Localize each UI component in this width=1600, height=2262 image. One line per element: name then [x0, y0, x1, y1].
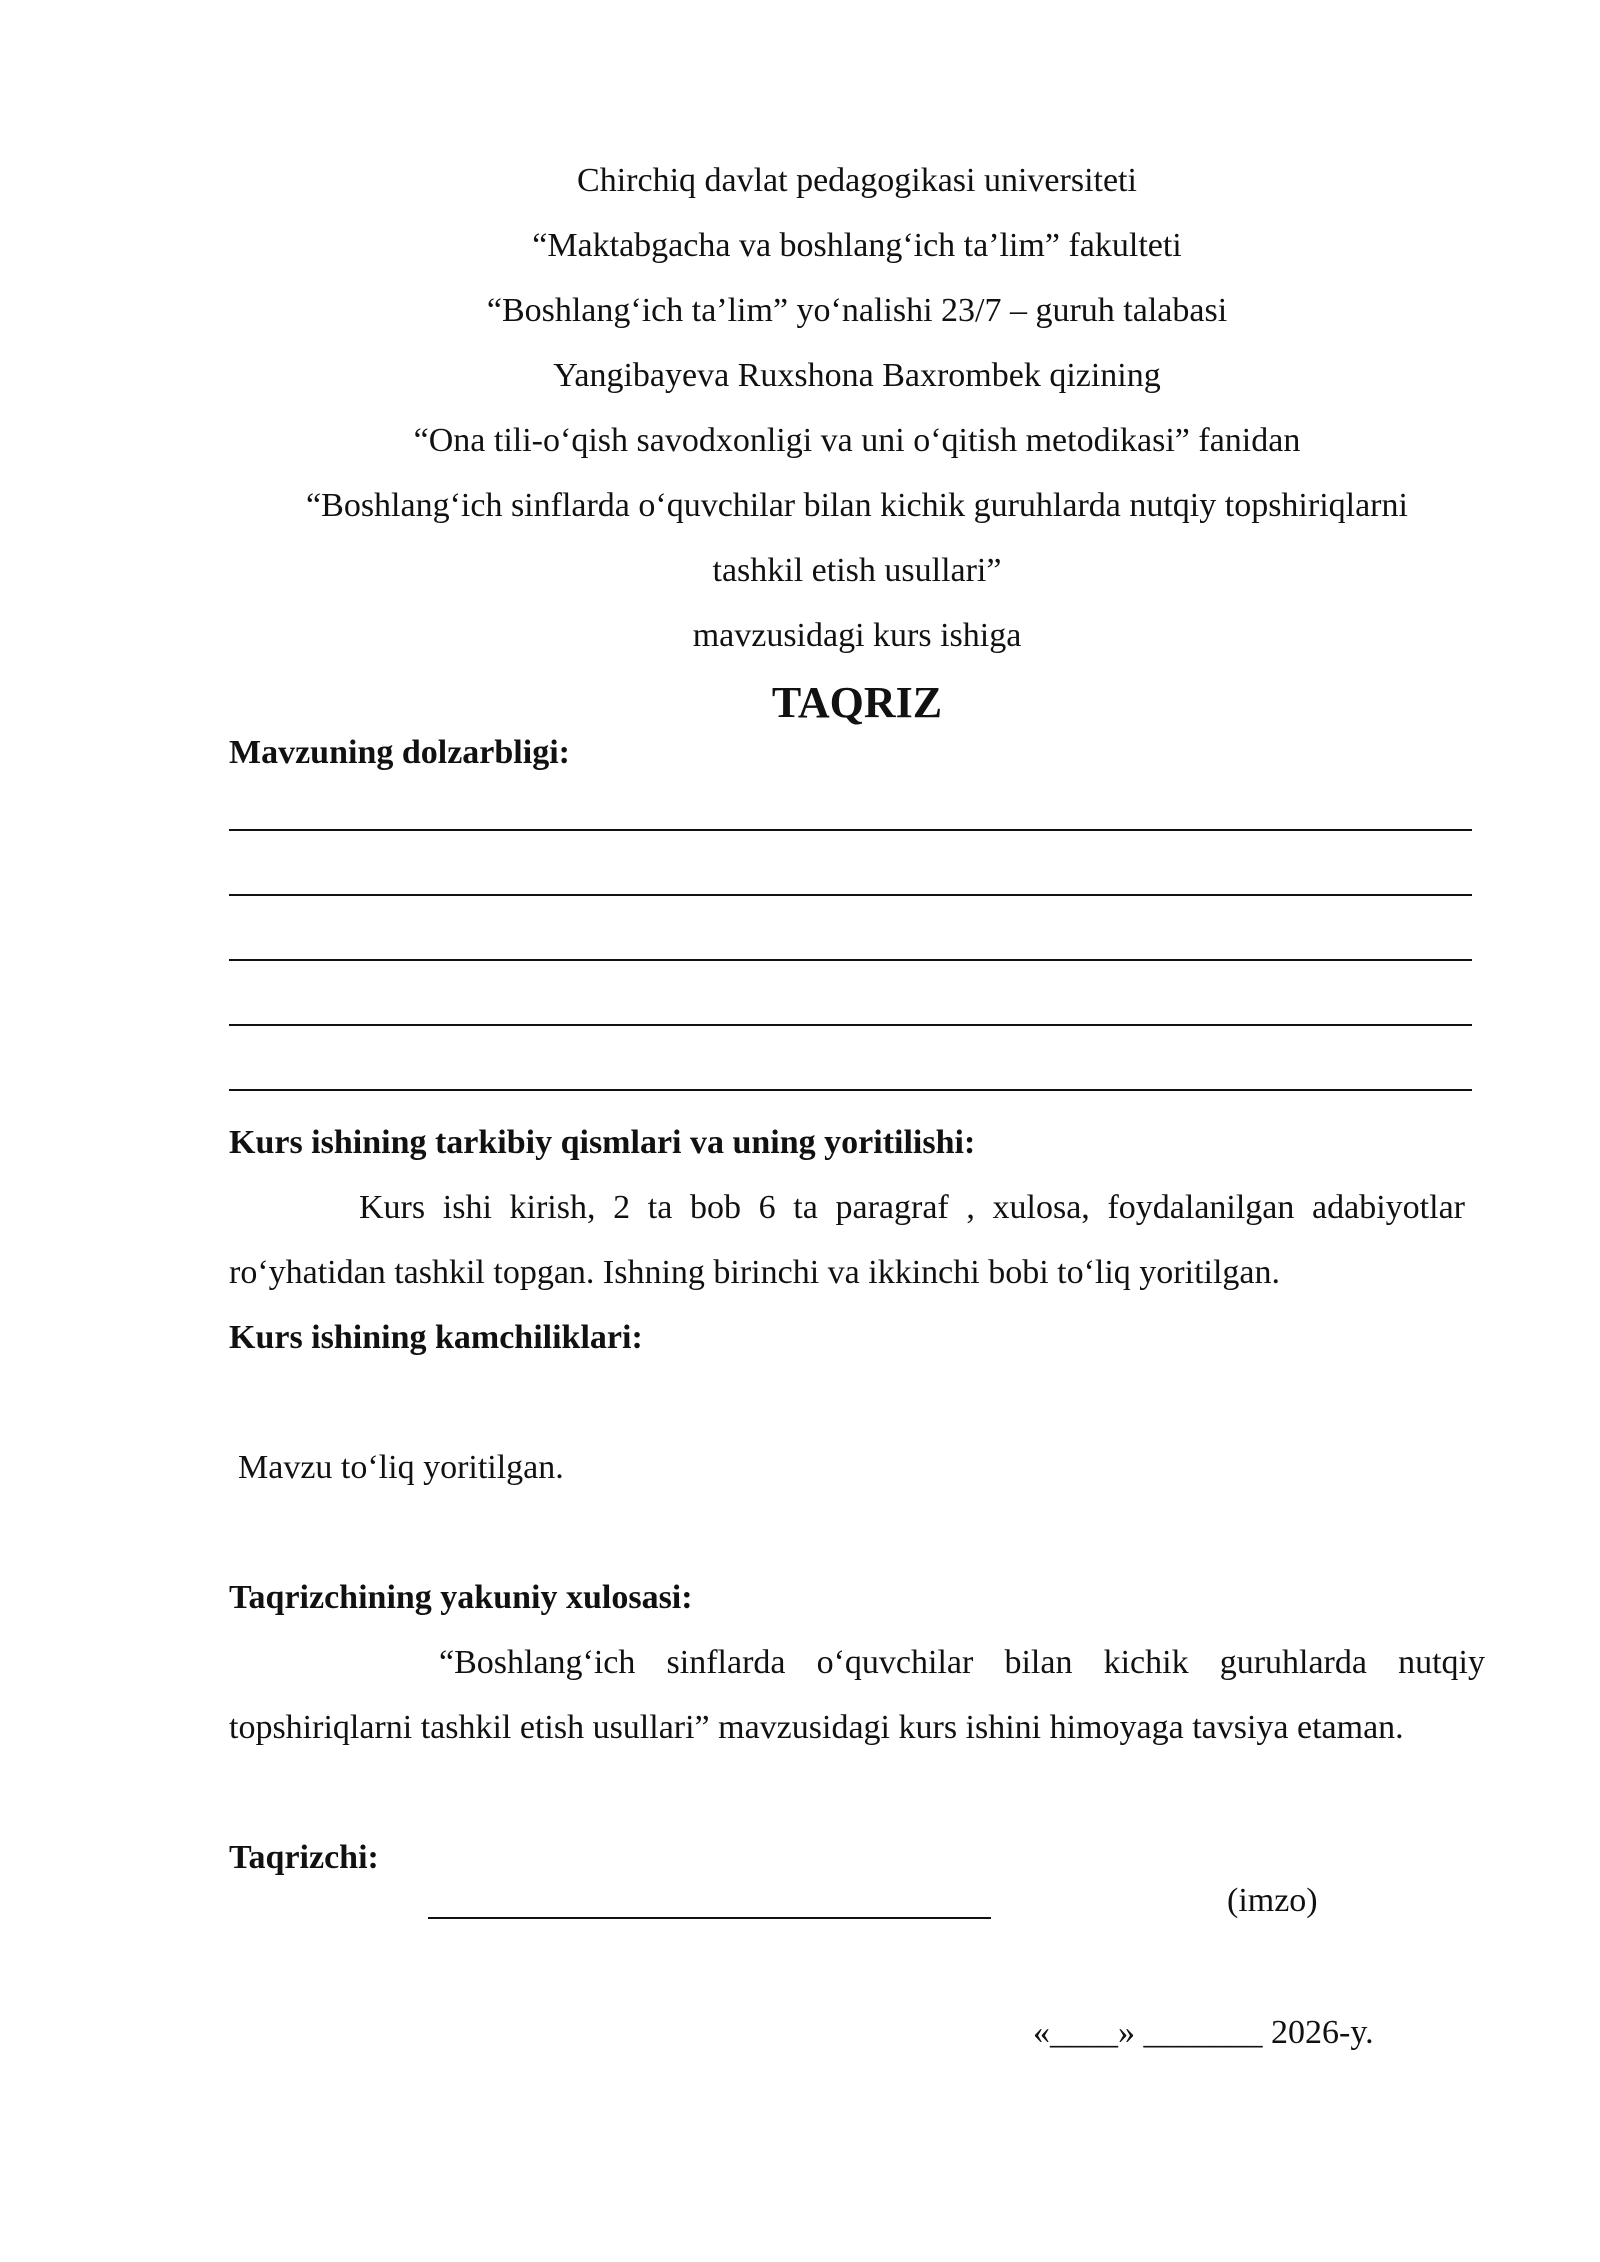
- conclusion-text: “Boshlang‘ich sinflarda o‘quvchilar bilan kichik guruhlarda nutqiy topshiriqlarni tashkil etish usullari” mavzusidagi kurs ishini himoyaga tavsiya etaman.: [229, 1644, 1485, 1746]
- header-topic-line-2: tashkil etish usullari”: [712, 552, 1002, 589]
- header-student-name: Yangibayeva Ruxshona Baxrombek qizining: [553, 357, 1161, 394]
- shortcomings-text: Mavzu to‘liq yoritilgan.: [238, 1449, 564, 1486]
- relevance-heading: Mavzuning dolzarbligi:: [229, 734, 570, 771]
- signature-line: [428, 1917, 991, 1919]
- header-subject: “Ona tili-o‘qish savodxonligi va uni o‘qitish metodikasi” fanidan: [413, 422, 1301, 459]
- blank-line: [229, 829, 1472, 831]
- header-coursework-label: mavzusidagi kurs ishiga: [692, 617, 1022, 654]
- structure-text: Kurs ishi kirish, 2 ta bob 6 ta paragraf , xulosa, foydalanilgan adabiyotlar ro‘yhatidan tashkil topgan. Ishning birinchi va ikkinchi bobi to‘liq yoritilgan.: [229, 1189, 1465, 1291]
- header-university: Chirchiq davlat pedagogikasi universiteti: [577, 162, 1137, 199]
- header-program-group: “Boshlang‘ich ta’lim” yo‘nalishi 23/7 – guruh talabasi: [486, 292, 1228, 329]
- blank-line: [229, 959, 1472, 961]
- structure-heading: Kurs ishining tarkibiy qismlari va uning yoritilishi:: [229, 1124, 976, 1161]
- shortcomings-heading: Kurs ishining kamchiliklari:: [229, 1319, 643, 1356]
- blank-line: [229, 894, 1472, 896]
- date-field: «____» _______ 2026-y.: [1033, 2014, 1374, 2051]
- document-title: TAQRIZ: [771, 678, 943, 727]
- conclusion-heading: Taqrizchining yakuniy xulosasi:: [229, 1579, 693, 1616]
- header-faculty: “Maktabgacha va boshlang‘ich ta’lim” fakulteti: [532, 227, 1182, 264]
- header-topic-line-1: “Boshlang‘ich sinflarda o‘quvchilar bilan kichik guruhlarda nutqiy topshiriqlarni: [306, 487, 1408, 524]
- blank-line: [229, 1024, 1472, 1026]
- reviewer-label: Taqrizchi:: [229, 1839, 379, 1876]
- document-header: [229, 148, 1485, 668]
- blank-line: [229, 1089, 1472, 1091]
- signature-hint: (imzo): [1227, 1882, 1318, 1919]
